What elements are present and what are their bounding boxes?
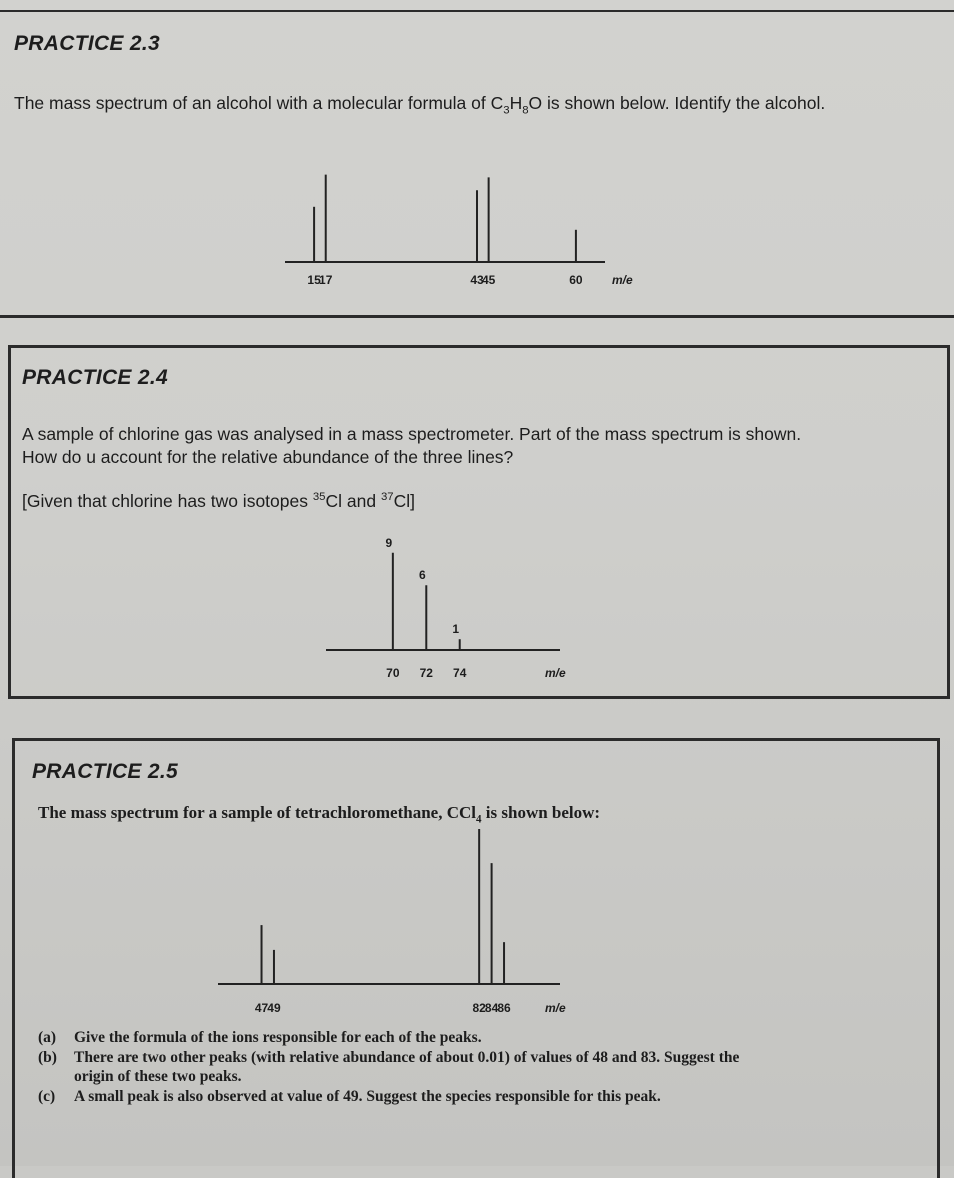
isotope-35-symbol: Cl and bbox=[325, 490, 381, 511]
practice-2-5-questions bbox=[38, 1028, 758, 1106]
isotope-37-mass: 37 bbox=[380, 491, 394, 503]
isotope-37-symbol: Cl] bbox=[393, 490, 415, 511]
chart1-axis-unit: m/e bbox=[545, 666, 566, 680]
question-c bbox=[38, 1087, 758, 1107]
chart2-tick-49: 49 bbox=[267, 1001, 281, 1015]
practice-2-5-intro bbox=[38, 801, 838, 831]
chart1-tick-70: 70 bbox=[386, 666, 400, 680]
practice-2-4-title: PRACTICE 2.4 bbox=[22, 366, 168, 389]
practice-2-3-title: PRACTICE 2.3 bbox=[14, 32, 160, 55]
q23-text-3: O is shown below. Identify the alcohol. bbox=[528, 93, 826, 113]
practice-2-5-title: PRACTICE 2.5 bbox=[32, 760, 178, 783]
chart0-tick-17: 17 bbox=[319, 273, 333, 287]
isotope-35-mass: 35 bbox=[312, 491, 326, 503]
q24-line-2: How do u account for the relative abundance of the three lines? bbox=[22, 447, 514, 467]
question-c-label: (c) bbox=[38, 1087, 56, 1105]
intro-text: The mass spectrum for a sample of tetrachloromethane, CCl bbox=[38, 803, 476, 822]
chart0-axis-unit: m/e bbox=[612, 273, 633, 287]
q24-line-1: A sample of chlorine gas was analysed in a mass spectrometer. Part of the mass spectrum is shown. bbox=[22, 424, 802, 444]
chart0-tick-15: 15 bbox=[307, 273, 321, 287]
practice-2-4-given bbox=[22, 486, 722, 513]
q23-sub-3: 3 bbox=[503, 104, 510, 117]
question-b bbox=[38, 1048, 758, 1087]
chart1-value-label-70: 9 bbox=[385, 535, 393, 550]
given-text: [Given that chlorine has two isotopes bbox=[22, 490, 313, 511]
question-a bbox=[38, 1028, 758, 1048]
chart2-tick-82: 82 bbox=[472, 1001, 486, 1015]
chart2-tick-47: 47 bbox=[254, 1001, 269, 1015]
intro-text-end: is shown below: bbox=[481, 803, 601, 822]
chart0-tick-60: 60 bbox=[569, 273, 583, 287]
question-c-text: A small peak is also observed at value of 49. Suggest the species responsible for this peak. bbox=[74, 1087, 661, 1105]
chart1-tick-72: 72 bbox=[419, 666, 433, 680]
question-a-text: Give the formula of the ions responsible for each of the peaks. bbox=[74, 1029, 482, 1046]
chart2-tick-84: 84 bbox=[484, 1001, 499, 1015]
q23-text-2: H bbox=[509, 93, 523, 113]
chart0-tick-45: 45 bbox=[481, 273, 496, 287]
practice-2-4-question bbox=[22, 423, 937, 469]
q23-sub-8: 8 bbox=[522, 104, 529, 117]
chart2-axis-unit: m/e bbox=[545, 1001, 566, 1015]
chart1-value-label-72: 6 bbox=[418, 568, 426, 583]
question-a-label: (a) bbox=[38, 1029, 57, 1046]
chart1-tick-74: 74 bbox=[453, 666, 467, 680]
question-b-text: There are two other peaks (with relative abundance of about 0.01) of values of 48 and 83. Suggest the origin of these two peaks. bbox=[74, 1048, 740, 1085]
intro-sub-4: 4 bbox=[476, 813, 482, 826]
question-b-label: (b) bbox=[38, 1048, 57, 1066]
chart0-tick-43: 43 bbox=[470, 273, 484, 287]
practice-2-4-box bbox=[8, 345, 950, 699]
q23-text-1: The mass spectrum of an alcohol with a molecular formula of C bbox=[14, 93, 504, 113]
chart2-tick-86: 86 bbox=[497, 1001, 511, 1015]
chart1-value-label-74: 1 bbox=[452, 622, 460, 637]
